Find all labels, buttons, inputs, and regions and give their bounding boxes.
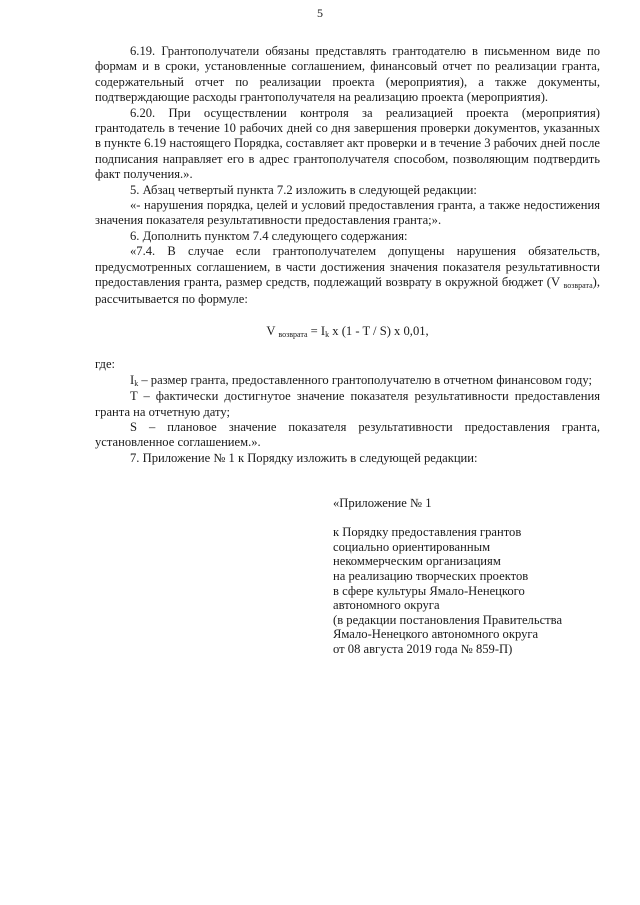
formula-eq: = I (307, 323, 326, 338)
appendix-line: некоммерческим организациям (333, 554, 501, 569)
appendix-line: к Порядку предоставления грантов (333, 525, 522, 540)
paragraph-7-4-text: «7.4. В случае если грантополучателем допущены нарушения обязательств, предусмотренных соглашением, в части достижения значения показателя результативности предоставления гранта, размер средств, подлежащий возврату в окружной бюджет (V (95, 244, 600, 290)
paragraph-item-5: 5. Абзац четвертый пункта 7.2 изложить в следующей редакции: (130, 182, 477, 197)
paragraph-6-19: 6.19. Грантополучатели обязаны представлять грантодателю в письменном виде по формам и в сроки, установленные соглашением, финансовый отчет по реализации гранта, содержательный отчет по реализации проекта (мероприятия), а также документы, подтверждающие расходы грантополучателя на реализацию проекта (мероприятия). (95, 44, 600, 105)
ik-subscript: k (134, 378, 139, 388)
paragraph-7-4-tail: ), рассчитывается по формуле: (95, 275, 600, 306)
paragraph-item-6: 6. Дополнить пунктом 7.4 следующего содержания: (130, 228, 408, 243)
formula-v-sub: возврата (278, 329, 308, 339)
formula-v: V (266, 323, 276, 338)
appendix-line: социально ориентированным (333, 539, 491, 554)
page-number: 5 (317, 6, 323, 20)
formula (95, 324, 600, 340)
where-label: где: (95, 357, 116, 372)
appendix-line: (в редакции постановления Правительства (333, 612, 563, 627)
paragraph-7-4 (95, 244, 600, 307)
paragraph-quote-7-2: «- нарушения порядка, целей и условий предоставления гранта, а также недостижения значения показателя результативности предоставления гранта;». (95, 198, 600, 228)
appendix-line: автономного округа (333, 598, 440, 613)
ik-symbol: I (130, 372, 135, 387)
appendix-line: на реализацию творческих проектов (333, 568, 529, 583)
appendix-spacer (333, 511, 623, 526)
document-body (95, 44, 600, 466)
appendix-line: от 08 августа 2019 года № 859-П) (333, 641, 513, 656)
ik-text: – размер гранта, предоставленного грантополучателю в отчетном финансовом году; (138, 372, 593, 387)
definition-s: S – плановое значение показателя результативности предоставления гранта, установленное соглашением.». (95, 419, 600, 450)
v-subscript: возврата (563, 281, 593, 291)
definition-ik (95, 373, 600, 389)
appendix-title: «Приложение № 1 (333, 496, 432, 510)
definition-t: T – фактически достигнутое значение показателя результативности предоставления гранта на отчетную дату; (95, 389, 600, 419)
appendix-line: в сфере культуры Ямало-Ненецкого (333, 583, 525, 598)
paragraph-6-20: 6.20. При осуществлении контроля за реализацией проекта (мероприятия) грантодатель в течение 10 рабочих дней со дня завершения проверки документов, указанных в пункте 6.19 настоящего Порядка, составляет акт проверки и в течение 3 рабочих дней после подписания направляет его в адрес грантополучателя способом, позволяющим подтвердить факт получения.». (95, 105, 600, 182)
appendix-line: Ямало-Ненецкого автономного округа (333, 627, 539, 642)
formula-rest: x (1 - T / S) x 0,01, (329, 323, 429, 338)
paragraph-item-7: 7. Приложение № 1 к Порядку изложить в следующей редакции: (130, 450, 478, 465)
appendix-heading-block (333, 496, 623, 657)
formula-i-sub: k (325, 329, 330, 339)
